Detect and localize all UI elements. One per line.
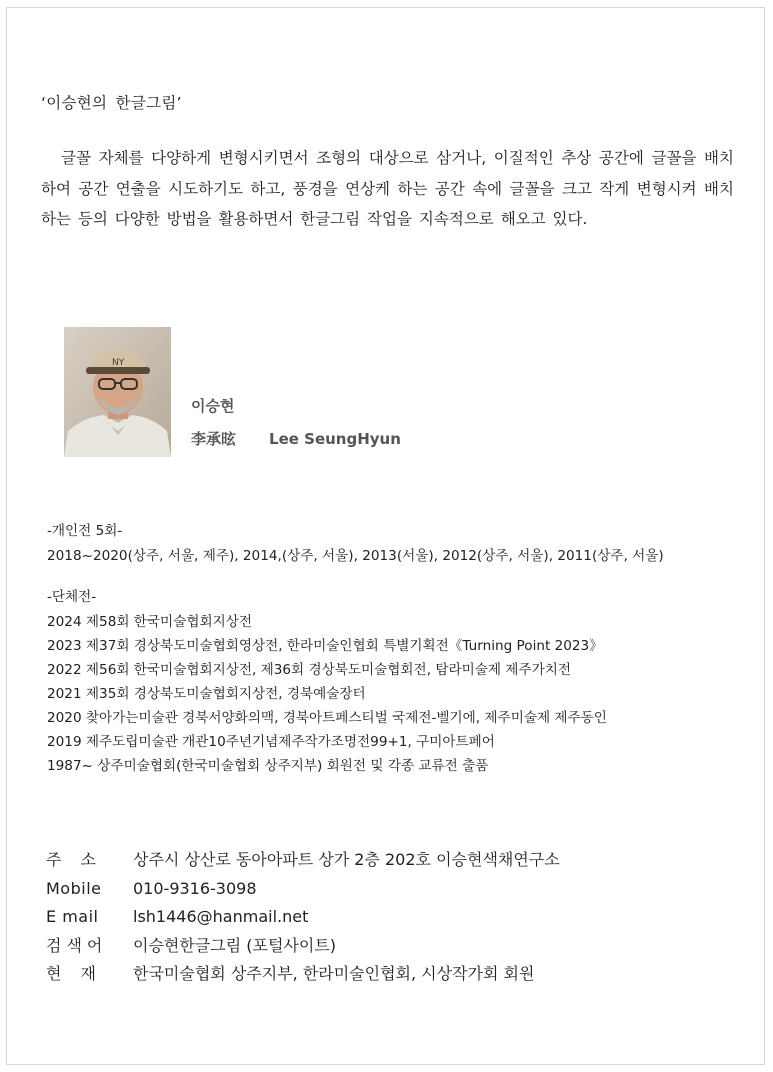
contact-info: [46, 846, 560, 989]
list-item: 2023 제37회 경상북도미술협회영상전, 한라미술인협회 특별기획전《Turning Point 2023》: [47, 638, 603, 654]
solo-exhibitions: [47, 518, 664, 568]
search-value: 이승현한글그림 (포털사이트): [133, 935, 337, 955]
address-value: 상주시 상산로 동아아파트 상가 2층 202호 이승현색채연구소: [133, 850, 560, 869]
artist-name-line: [191, 428, 401, 449]
list-item: 2018~2020(상주, 서울, 제주), 2014,(상주, 서울), 2013(서울), 2012(상주, 서울), 2011(상주, 서울): [47, 548, 664, 564]
artist-name-english: Lee SeungHyun: [269, 430, 401, 448]
artist-name-hanja: 李承昡: [191, 430, 237, 448]
solo-heading: -개인전 5회-: [47, 523, 123, 539]
svg-text:NY: NY: [112, 358, 125, 368]
contact-row-current: [46, 960, 560, 989]
contact-row-search: [46, 932, 560, 961]
search-label: 검색어: [46, 935, 108, 955]
email-label: E mail: [46, 907, 99, 926]
list-item: 2019 제주도립미술관 개관10주년기념제주작가조명전99+1, 구미아트페어: [47, 734, 495, 750]
current-value: 한국미술협회 상주지부, 한라미술인협회, 시상작가회 회원: [133, 964, 535, 983]
artist-name-korean: 이승현: [191, 397, 235, 415]
mobile-value: 010-9316-3098: [133, 878, 257, 898]
contact-row-address: [46, 846, 560, 875]
current-label: 현재: [46, 964, 115, 983]
list-item: 2020 찾아가는미술관 경북서양화의맥, 경북아트페스티벌 국제전-벨기에, 제주미술제 제주동인: [47, 710, 607, 726]
list-item: 1987~ 상주미술협회(한국미술협회 상주지부) 회원전 및 각종 교류전 출품: [47, 758, 489, 774]
address-label: 주소: [46, 850, 115, 869]
group-heading: -단체전-: [47, 589, 97, 605]
list-item: 2021 제35회 경상북도미술협회지상전, 경북예술장터: [47, 686, 366, 702]
contact-row-email: [46, 903, 560, 932]
artist-photo: [64, 327, 171, 457]
contact-row-mobile: [46, 875, 560, 904]
intro-paragraph: 글꼴 자체를 다양하게 변형시키면서 조형의 대상으로 삼거나, 이질적인 추상 공간에 글꼴을 배치하여 공간 연출을 시도하기도 하고, 풍경을 연상케 하는 공간 속에 글꼴을 크고 작게 변형시켜 배치하는 등의 다양한 방법을 활용하면서 한글그림 작업을 지속적으로 해오고 있다.: [41, 149, 734, 229]
email-value: lsh1446@hanmail.net: [133, 907, 309, 926]
list-item: 2022 제56회 한국미술협회지상전, 제36회 경상북도미술협회전, 탐라미술제 제주가치전: [47, 662, 571, 678]
mobile-label: Mobile: [46, 878, 102, 898]
group-exhibitions: [47, 584, 607, 778]
list-item: 2024 제58회 한국미술협회지상전: [47, 614, 252, 630]
page-title: ‘이승현의 한글그림’: [41, 94, 182, 112]
artist-name-block: [191, 395, 401, 449]
